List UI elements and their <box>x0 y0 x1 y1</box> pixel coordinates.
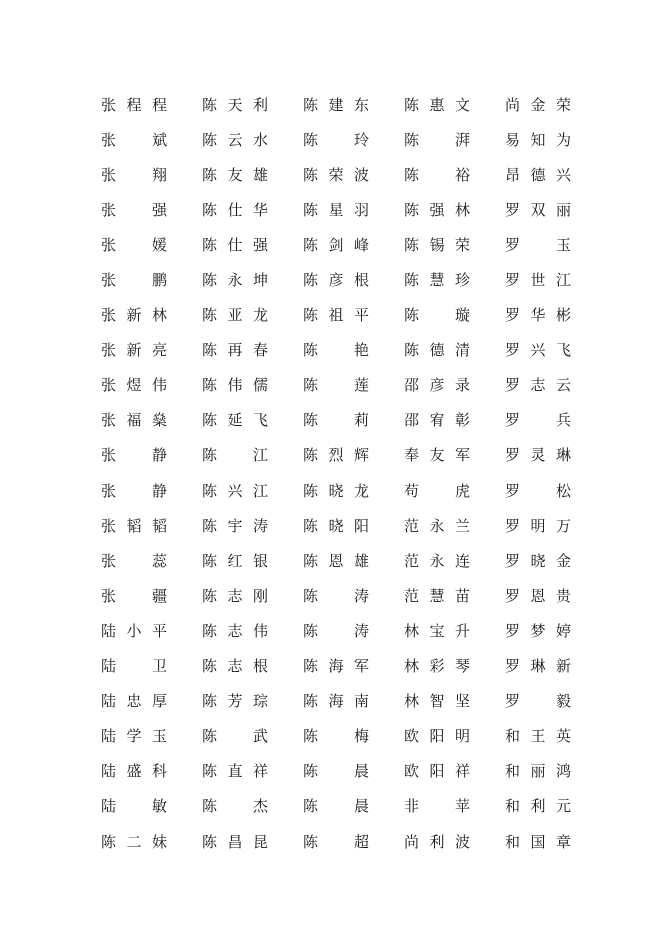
name-entry <box>505 122 606 157</box>
name-entry <box>101 192 202 227</box>
name-entry <box>202 438 303 473</box>
name-text: 陈 湃 <box>404 130 470 149</box>
name-text: 罗灵琳 <box>505 446 571 465</box>
name-entry <box>303 719 404 754</box>
name-entry <box>404 578 505 613</box>
name-entry <box>505 227 606 262</box>
name-entry <box>202 613 303 648</box>
name-entry <box>404 298 505 333</box>
name-entry <box>101 578 202 613</box>
name-entry <box>505 719 606 754</box>
name-entry <box>202 157 303 192</box>
name-entry <box>505 298 606 333</box>
name-text: 张 翔 <box>101 165 167 184</box>
name-text: 尚利波 <box>404 832 470 851</box>
name-text: 陈天利 <box>202 95 268 114</box>
name-text: 欧阳明 <box>404 727 470 746</box>
name-entry <box>202 87 303 122</box>
name-entry <box>101 684 202 719</box>
name-entry <box>505 333 606 368</box>
name-text: 张韬韬 <box>101 516 167 535</box>
name-entry <box>505 157 606 192</box>
name-text: 陈再春 <box>202 341 268 360</box>
name-text: 陈晓龙 <box>303 481 369 500</box>
name-entry <box>505 508 606 543</box>
name-entry <box>303 368 404 403</box>
name-entry <box>303 87 404 122</box>
name-text: 陈 璇 <box>404 306 470 325</box>
name-text: 陈彦根 <box>303 271 369 290</box>
name-entry <box>101 789 202 824</box>
name-text: 陈亚龙 <box>202 306 268 325</box>
name-text: 张 蕊 <box>101 551 167 570</box>
name-text: 林宝升 <box>404 621 470 640</box>
name-entry <box>101 333 202 368</box>
name-entry <box>202 403 303 438</box>
name-text: 罗 毅 <box>505 692 571 711</box>
name-text: 张福燊 <box>101 411 167 430</box>
name-entry <box>303 157 404 192</box>
name-text: 罗双丽 <box>505 200 571 219</box>
name-text: 陈烈辉 <box>303 446 369 465</box>
name-text: 罗 玉 <box>505 235 571 254</box>
name-text: 罗 松 <box>505 481 571 500</box>
name-entry <box>505 403 606 438</box>
name-text: 陈芳琮 <box>202 692 268 711</box>
name-entry <box>303 333 404 368</box>
name-entry <box>202 473 303 508</box>
name-text: 罗明万 <box>505 516 571 535</box>
name-text: 陈 杰 <box>202 797 268 816</box>
name-entry <box>303 649 404 684</box>
name-text: 张新亮 <box>101 341 167 360</box>
name-text: 陈 艳 <box>303 341 369 360</box>
name-entry <box>202 122 303 157</box>
name-text: 陆 卫 <box>101 657 167 676</box>
name-entry <box>404 508 505 543</box>
name-text: 陈仕华 <box>202 200 268 219</box>
name-entry <box>101 403 202 438</box>
name-entry <box>101 613 202 648</box>
name-text: 尚金荣 <box>505 95 571 114</box>
name-entry <box>101 824 202 859</box>
name-text: 陈二妹 <box>101 832 167 851</box>
name-entry <box>404 368 505 403</box>
name-text: 陈 玲 <box>303 130 369 149</box>
name-text: 陈 江 <box>202 446 268 465</box>
name-text: 陈 莲 <box>303 376 369 395</box>
name-entry <box>202 508 303 543</box>
name-entry <box>404 438 505 473</box>
name-entry <box>303 227 404 262</box>
name-entry <box>404 333 505 368</box>
name-entry <box>101 368 202 403</box>
name-entry <box>303 789 404 824</box>
name-entry <box>202 262 303 297</box>
name-text: 陈锡荣 <box>404 235 470 254</box>
name-text: 罗兴飞 <box>505 341 571 360</box>
name-text: 和王英 <box>505 727 571 746</box>
name-text: 陈强林 <box>404 200 470 219</box>
name-text: 陈 涛 <box>303 621 369 640</box>
name-text: 陈惠文 <box>404 95 470 114</box>
name-entry <box>303 578 404 613</box>
name-text: 陈 莉 <box>303 411 369 430</box>
name-entry <box>404 613 505 648</box>
name-entry <box>101 438 202 473</box>
name-entry <box>202 824 303 859</box>
name-text: 罗琳新 <box>505 657 571 676</box>
name-text: 林智坚 <box>404 692 470 711</box>
name-text: 陈海军 <box>303 657 369 676</box>
name-entry <box>101 754 202 789</box>
name-entry <box>303 613 404 648</box>
name-text: 陈建东 <box>303 95 369 114</box>
name-text: 陈昌昆 <box>202 832 268 851</box>
name-text: 邵彦录 <box>404 376 470 395</box>
name-text: 陆忠厚 <box>101 692 167 711</box>
name-text: 陈祖平 <box>303 306 369 325</box>
name-text: 和丽鸿 <box>505 762 571 781</box>
name-text: 罗晓金 <box>505 551 571 570</box>
name-entry <box>505 438 606 473</box>
name-text: 范永连 <box>404 551 470 570</box>
name-text: 罗 兵 <box>505 411 571 430</box>
name-entry <box>505 824 606 859</box>
name-entry <box>505 754 606 789</box>
name-entry <box>202 227 303 262</box>
name-text: 陈 涛 <box>303 586 369 605</box>
name-text: 陈慧珍 <box>404 271 470 290</box>
name-text: 陈友雄 <box>202 165 268 184</box>
name-text: 陈仕强 <box>202 235 268 254</box>
name-text: 罗梦婷 <box>505 621 571 640</box>
name-entry <box>404 684 505 719</box>
name-entry <box>404 649 505 684</box>
name-entry <box>303 438 404 473</box>
name-entry <box>101 227 202 262</box>
name-text: 张 鹏 <box>101 271 167 290</box>
name-text: 张 斌 <box>101 130 167 149</box>
name-entry <box>101 508 202 543</box>
name-entry <box>505 649 606 684</box>
name-text: 陈志根 <box>202 657 268 676</box>
name-entry <box>101 157 202 192</box>
name-text: 陈兴江 <box>202 481 268 500</box>
name-entry <box>404 227 505 262</box>
name-entry <box>101 298 202 333</box>
name-entry <box>303 508 404 543</box>
name-text: 陈星羽 <box>303 200 369 219</box>
name-entry <box>505 613 606 648</box>
name-text: 陈云水 <box>202 130 268 149</box>
name-text: 范慧苗 <box>404 586 470 605</box>
name-text: 陈延飞 <box>202 411 268 430</box>
name-entry <box>404 87 505 122</box>
name-text: 陈晓阳 <box>303 516 369 535</box>
name-text: 罗志云 <box>505 376 571 395</box>
name-text: 陈 裕 <box>404 165 470 184</box>
name-text: 张新林 <box>101 306 167 325</box>
name-entry <box>202 543 303 578</box>
name-text: 范永兰 <box>404 516 470 535</box>
name-entry <box>101 649 202 684</box>
name-text: 陈 晨 <box>303 797 369 816</box>
name-text: 陆 敏 <box>101 797 167 816</box>
name-entry <box>202 578 303 613</box>
name-entry <box>505 684 606 719</box>
name-text: 罗华彬 <box>505 306 571 325</box>
name-text: 苟 虎 <box>404 481 470 500</box>
name-entry <box>303 754 404 789</box>
name-text: 陈直祥 <box>202 762 268 781</box>
name-entry <box>101 262 202 297</box>
name-entry <box>505 789 606 824</box>
name-text: 陈德清 <box>404 341 470 360</box>
name-entry <box>404 543 505 578</box>
name-text: 陈 武 <box>202 727 268 746</box>
name-text: 陆小平 <box>101 621 167 640</box>
name-text: 和国章 <box>505 832 571 851</box>
name-text: 陈红银 <box>202 551 268 570</box>
name-entry <box>101 473 202 508</box>
name-text: 陈宇涛 <box>202 516 268 535</box>
name-entry <box>404 719 505 754</box>
name-entry <box>404 754 505 789</box>
name-text: 昂德兴 <box>505 165 571 184</box>
name-entry <box>303 192 404 227</box>
name-text: 陈永坤 <box>202 271 268 290</box>
name-entry <box>303 122 404 157</box>
name-text: 陈志刚 <box>202 586 268 605</box>
name-entry <box>101 543 202 578</box>
name-text: 陈荣波 <box>303 165 369 184</box>
name-entry <box>404 789 505 824</box>
name-text: 奉友军 <box>404 446 470 465</box>
name-text: 易知为 <box>505 130 571 149</box>
name-text: 欧阳祥 <box>404 762 470 781</box>
name-entry <box>303 824 404 859</box>
name-entry <box>505 87 606 122</box>
name-entry <box>404 262 505 297</box>
name-text: 林彩琴 <box>404 657 470 676</box>
name-entry <box>404 157 505 192</box>
name-list <box>101 87 591 859</box>
name-entry <box>202 333 303 368</box>
name-entry <box>202 298 303 333</box>
name-entry <box>101 122 202 157</box>
name-entry <box>404 403 505 438</box>
name-text: 陈 超 <box>303 832 369 851</box>
name-text: 张 强 <box>101 200 167 219</box>
name-entry <box>404 473 505 508</box>
name-text: 张 静 <box>101 481 167 500</box>
name-text: 陈恩雄 <box>303 551 369 570</box>
name-text: 陈 晨 <box>303 762 369 781</box>
name-entry <box>202 368 303 403</box>
name-text: 非 苹 <box>404 797 470 816</box>
name-text: 陈 梅 <box>303 727 369 746</box>
name-text: 张煜伟 <box>101 376 167 395</box>
name-text: 陆盛科 <box>101 762 167 781</box>
name-text: 张 疆 <box>101 586 167 605</box>
name-entry <box>505 543 606 578</box>
name-text: 张程程 <box>101 95 167 114</box>
name-text: 陈伟儒 <box>202 376 268 395</box>
name-text: 陈志伟 <box>202 621 268 640</box>
name-entry <box>202 192 303 227</box>
name-entry <box>404 824 505 859</box>
name-entry <box>303 473 404 508</box>
name-entry <box>303 543 404 578</box>
name-text: 陈海南 <box>303 692 369 711</box>
name-entry <box>202 719 303 754</box>
name-entry <box>202 649 303 684</box>
name-entry <box>505 262 606 297</box>
name-text: 陈剑峰 <box>303 235 369 254</box>
name-entry <box>404 122 505 157</box>
name-entry <box>505 368 606 403</box>
name-text: 邵宥彰 <box>404 411 470 430</box>
name-entry <box>303 298 404 333</box>
name-entry <box>505 578 606 613</box>
name-entry <box>303 403 404 438</box>
name-text: 罗恩贵 <box>505 586 571 605</box>
name-entry <box>303 684 404 719</box>
name-text: 张 静 <box>101 446 167 465</box>
name-entry <box>101 719 202 754</box>
name-text: 和利元 <box>505 797 571 816</box>
name-entry <box>505 473 606 508</box>
name-text: 罗世江 <box>505 271 571 290</box>
name-entry <box>101 87 202 122</box>
name-entry <box>202 754 303 789</box>
name-entry <box>505 192 606 227</box>
name-text: 陆学玉 <box>101 727 167 746</box>
name-text: 张 媛 <box>101 235 167 254</box>
name-entry <box>202 684 303 719</box>
name-entry <box>202 789 303 824</box>
name-entry <box>303 262 404 297</box>
name-entry <box>404 192 505 227</box>
